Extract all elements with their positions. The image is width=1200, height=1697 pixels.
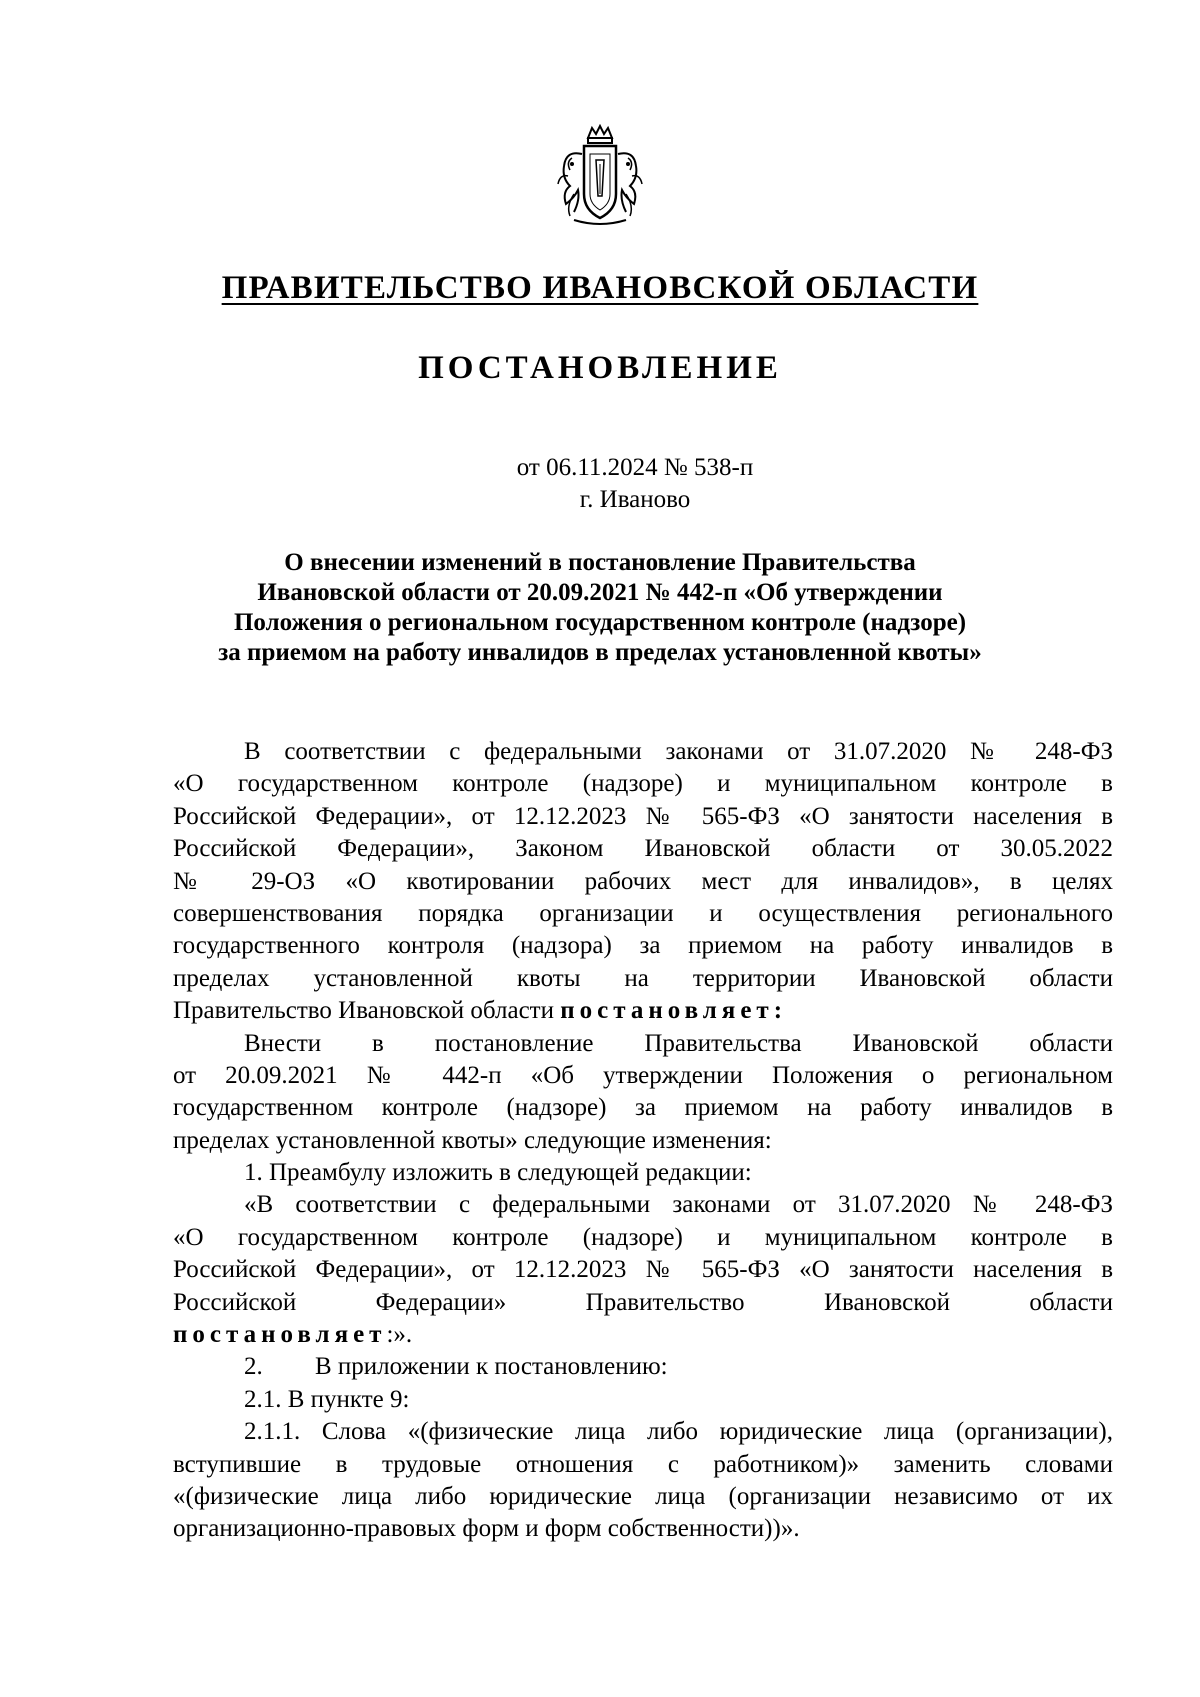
document-date-number: от 06.11.2024 № 538-п [516, 454, 754, 481]
body-line: Российской Федерации», от 12.12.2023 № 565-ФЗ «О занятости населения в [173, 1256, 1113, 1284]
document-subject [150, 548, 1050, 668]
resolves-word: постановляет: [560, 997, 788, 1025]
body-line: организационно-правовых форм и форм собственности))». [173, 1515, 800, 1543]
subject-line: О внесении изменений в постановление Правительства [284, 549, 916, 576]
organization-title: ПРАВИТЕЛЬСТВО ИВАНОВСКОЙ ОБЛАСТИ [221, 270, 979, 306]
item-1: 1. Преамбулу изложить в следующей редакции: [244, 1159, 752, 1187]
item-2-1: 2.1. В пункте 9: [244, 1385, 410, 1413]
document-body [173, 736, 1113, 1546]
subject-line: Положения о региональном государственном контроле (надзоре) [233, 609, 967, 636]
body-line: «В соответствии с федеральными законами от 31.07.2020 № 248-ФЗ [244, 1191, 1113, 1219]
coat-of-arms-emblem [552, 124, 648, 230]
body-line: пределах установленной квоты» следующие изменения: [173, 1126, 772, 1154]
body-line: «(физические лица либо юридические лица (организации независимо от их [173, 1482, 1113, 1510]
document-type: ПОСТАНОВЛЕНИЕ [418, 350, 782, 386]
body-line: постановляет:». [173, 1321, 413, 1349]
body-line: Правительство Ивановской области постановляет: [173, 997, 788, 1025]
body-line: 2.1.1. Слова «(физические лица либо юридические лица (организации), [244, 1418, 1113, 1446]
body-line: Российской Федерации» Правительство Ивановской области [173, 1288, 1113, 1316]
body-line: № 29-ОЗ «О квотировании рабочих мест для инвалидов», в целях [173, 867, 1113, 895]
body-line: «О государственном контроле (надзоре) и муниципальном контроле в [173, 770, 1113, 798]
body-line: Внести в постановление Правительства Ивановской области [244, 1029, 1113, 1057]
body-line: В соответствии с федеральными законами от 31.07.2020 № 248-ФЗ [244, 738, 1113, 765]
subject-line: за приемом на работу инвалидов в пределах установленной квоты» [218, 639, 982, 666]
body-line: Российской Федерации», от 12.12.2023 № 565-ФЗ «О занятости населения в [173, 802, 1113, 830]
body-line: пределах установленной квоты на территории Ивановской области [173, 964, 1113, 992]
document-city: г. Иваново [579, 486, 691, 513]
body-line: государственного контроля (надзора) за приемом на работу инвалидов в [173, 932, 1113, 960]
item-2: 2. В приложении к постановлению: [244, 1353, 668, 1381]
body-line: совершенствования порядка организации и осуществления регионального [173, 899, 1113, 927]
body-line: государственном контроле (надзоре) за приемом на работу инвалидов в [173, 1094, 1113, 1122]
body-line: «О государственном контроле (надзоре) и муниципальном контроле в [173, 1223, 1113, 1251]
body-line: от 20.09.2021 № 442-п «Об утверждении Положения о региональном [173, 1061, 1113, 1089]
body-line: вступившие в трудовые отношения с работником)» заменить словами [173, 1450, 1113, 1478]
resolves-word: постановляет [173, 1321, 387, 1349]
body-line: Российской Федерации», Законом Ивановской области от 30.05.2022 [173, 835, 1113, 863]
subject-line: Ивановской области от 20.09.2021 № 442-п «Об утверждении [257, 579, 943, 606]
